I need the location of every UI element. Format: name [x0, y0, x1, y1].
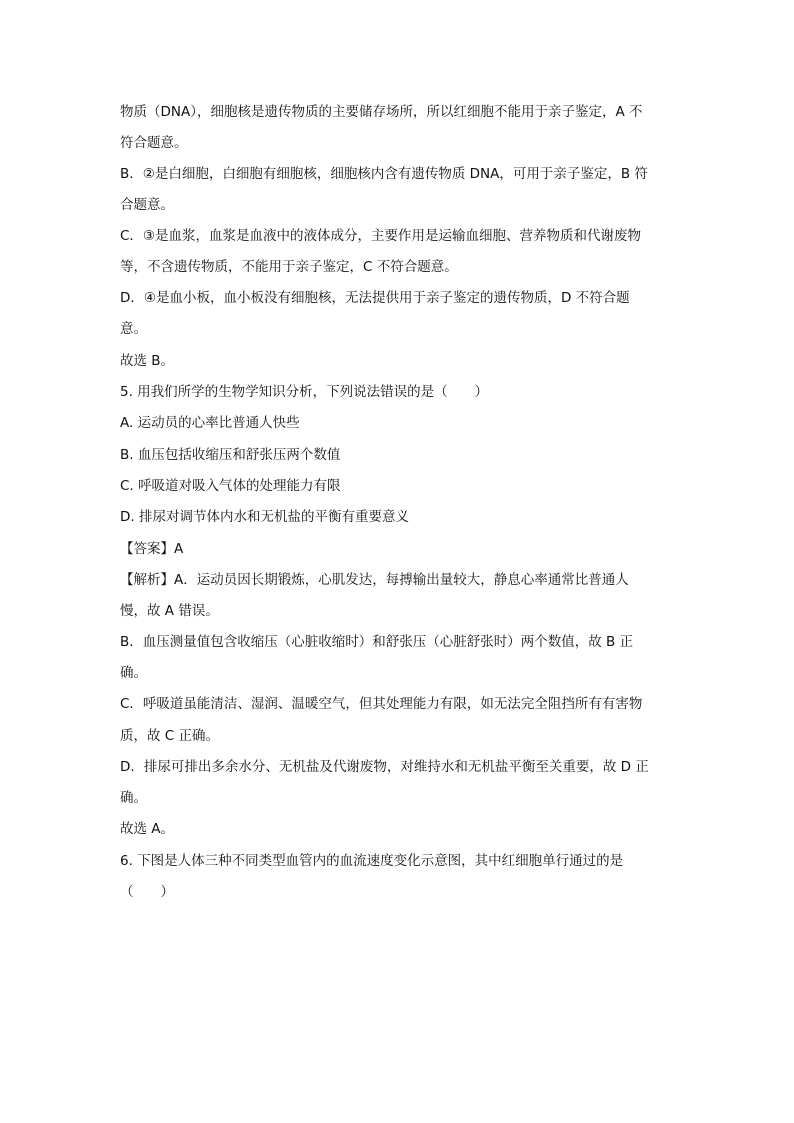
option-b: B. 血压包括收缩压和舒张压两个数值 [120, 447, 341, 463]
text-line: 确。 [120, 665, 147, 681]
question-6-stem: 6. 下图是人体三种不同类型血管内的血流速度变化示意图，其中红细胞单行通过的是 [120, 853, 624, 869]
text-line: 物质（DNA），细胞核是遗传物质的主要储存场所，所以红细胞不能用于亲子鉴定，A 不 [120, 104, 643, 120]
option-d: D. 排尿对调节体内水和无机盐的平衡有重要意义 [120, 509, 409, 525]
text-line: 等，不含遗传物质，不能用于亲子鉴定，C 不符合题意。 [120, 259, 458, 275]
text-line: 意。 [120, 321, 147, 337]
text-line: D．④是血小板，血小板没有细胞核，无法提供用于亲子鉴定的遗传物质，D 不符合题 [120, 290, 630, 306]
text-line: 确。 [120, 790, 147, 806]
option-c: C. 呼吸道对吸入气体的处理能力有限 [120, 478, 341, 494]
text-line: C．③是血浆，血浆是血液中的液体成分，主要作用是运输血细胞、营养物质和代谢废物 [120, 228, 642, 244]
text-line: （ ） [120, 884, 174, 900]
text-line: B．②是白细胞，白细胞有细胞核，细胞核内含有遗传物质 DNA，可用于亲子鉴定，B 符 [120, 166, 648, 182]
analysis-line: 【解析】A．运动员因长期锻炼，心肌发达，每搏输出量较大，静息心率通常比普通人 [120, 572, 629, 588]
answer-line: 【答案】A [120, 541, 184, 557]
text-line: 故选 B。 [120, 353, 175, 369]
text-line: 合题意。 [120, 197, 174, 213]
text-line: 故选 A。 [120, 821, 175, 837]
question-5-stem: 5. 用我们所学的生物学知识分析，下列说法错误的是（ ） [120, 384, 489, 400]
text-line: C．呼吸道虽能清洁、湿润、温暖空气，但其处理能力有限，如无法完全阻挡所有有害物 [120, 696, 643, 712]
text-line: B．血压测量值包含收缩压（心脏收缩时）和舒张压（心脏舒张时）两个数值，故 B 正 [120, 634, 634, 650]
text-line: 慢，故 A 错误。 [120, 603, 219, 619]
text-line: 符合题意。 [120, 135, 188, 151]
text-line: D．排尿可排出多余水分、无机盐及代谢废物，对维持水和无机盐平衡至关重要，故 D 正 [120, 759, 649, 775]
text-line: 质，故 C 正确。 [120, 728, 220, 744]
option-a: A. 运动员的心率比普通人快些 [120, 415, 300, 431]
